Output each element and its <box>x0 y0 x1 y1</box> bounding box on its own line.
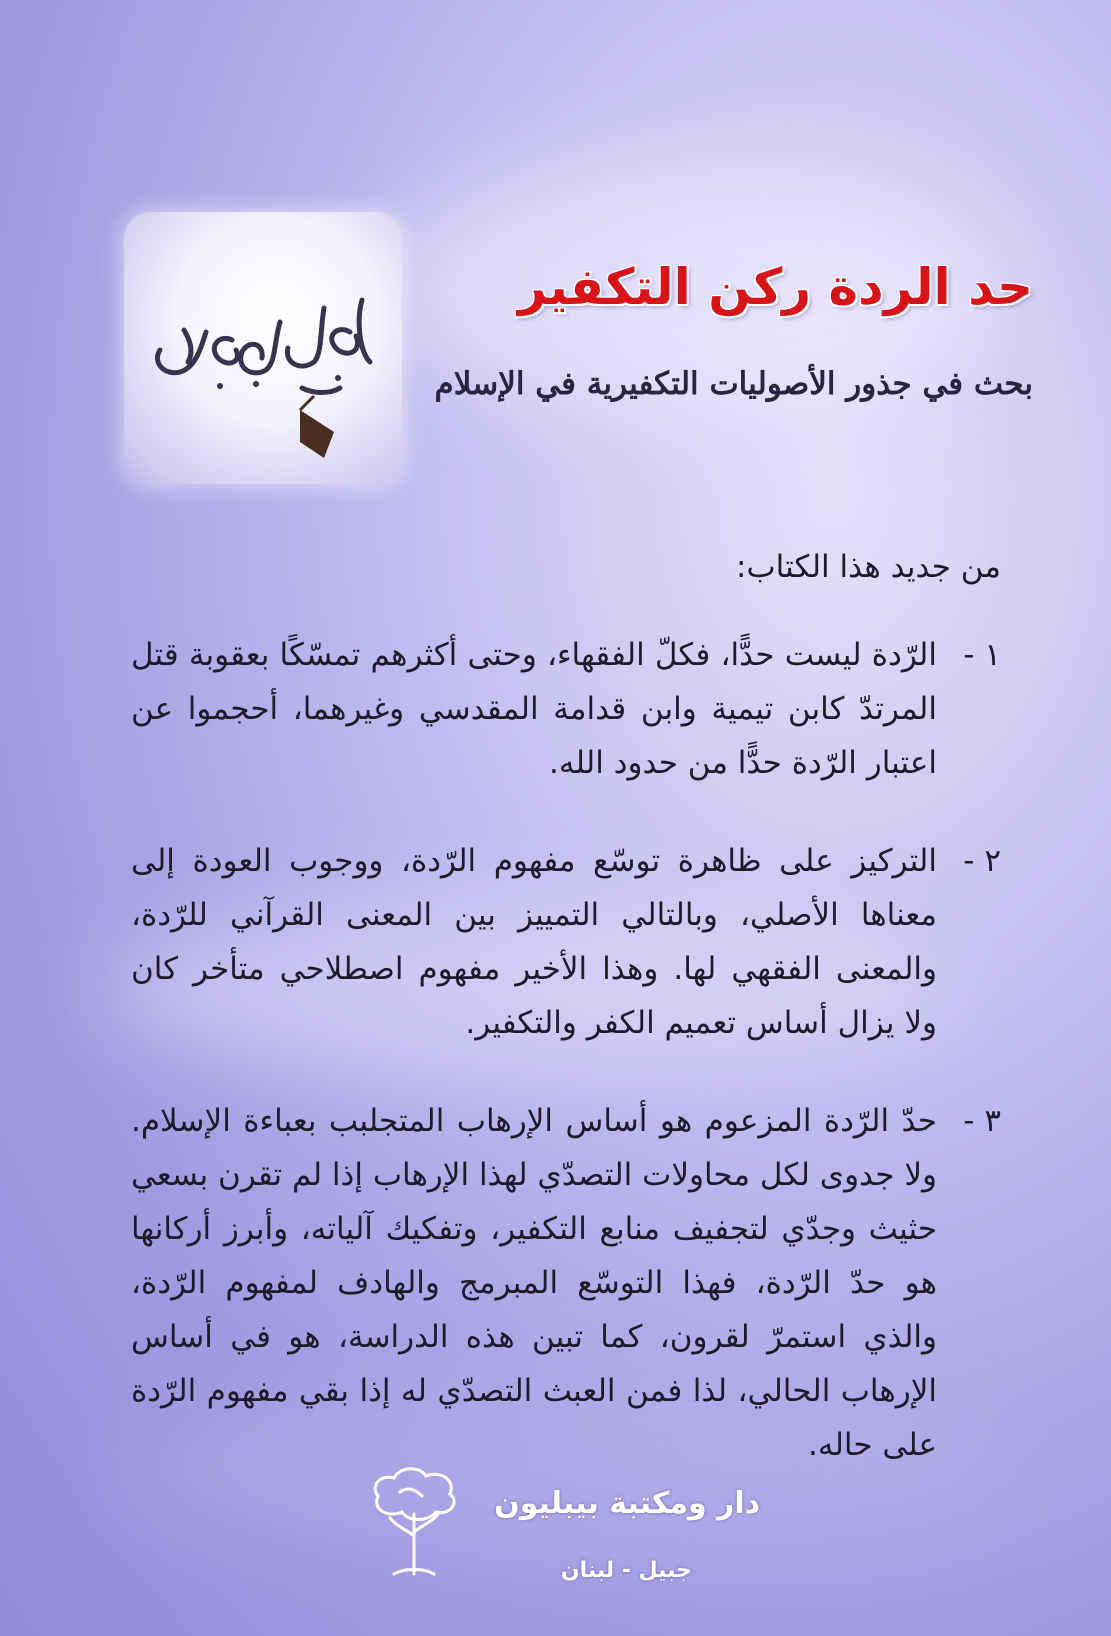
item-text: التركيز على ظاهرة توسّع مفهوم الرّدة، ووجوب العودة إلى معناها الأصلي، وبالتالي التمييز بين المعنى القرآني للرّدة، والمعنى الفقهي لها. وهذا الأخير مفهوم اصطلاحي متأخر كان ولا يزال أساس تعميم الكفر والتكفير. <box>131 843 937 1041</box>
publisher-location: جبيل - لبنان <box>560 1558 692 1583</box>
item-text: الرّدة ليست حدًّا، فكلّ الفقهاء، وحتى أكثرهم تمسّكًا بعقوبة قتل المرتدّ كابن تيمية وابن قدامة المقدسي وغيرهما، أحجموا عن اعتبار الرّدة حدًّا من حدود الله. <box>131 637 937 781</box>
book-title: حد الردة ركن التكفير <box>517 258 1033 316</box>
blurb-item <box>131 628 1001 790</box>
blurb-intro: من جديد هذا الكتاب: <box>736 549 1001 585</box>
item-number: ١ - <box>963 637 1001 673</box>
tree-logo-icon <box>364 1456 464 1606</box>
book-subtitle: بحث في جذور الأصوليات التكفيرية في الإسلام <box>434 366 1033 402</box>
publisher-name: دار ومكتبة بيبليون <box>494 1486 760 1521</box>
item-number: ٢ - <box>963 843 1001 879</box>
blurb <box>131 540 1001 1516</box>
blurb-item <box>131 834 1001 1050</box>
calligraphy-image <box>124 212 402 484</box>
publisher-block <box>360 1440 780 1620</box>
calligraphy-artwork <box>124 212 402 484</box>
item-text: حدّ الرّدة المزعوم هو أساس الإرهاب المتجلبب بعباءة الإسلام. ولا جدوى لكل محاولات التصدّي لهذا الإرهاب إذا لم تقرن بسعي حثيث وجدّي لتجفيف منابع التكفير، وتفكيك آلياته، وأبرز أركانها هو حدّ الرّدة، فهذا التوسّع المبرمج والهادف لمفهوم الرّدة، والذي استمرّ لقرون، كما تبين هذه الدراسة، هو في أساس الإرهاب الحالي، لذا فمن العبث التصدّي له إذا بقي مفهوم الرّدة على حاله. <box>131 1103 937 1463</box>
item-number: ٣ - <box>963 1103 1001 1139</box>
blurb-item <box>131 1094 1001 1472</box>
